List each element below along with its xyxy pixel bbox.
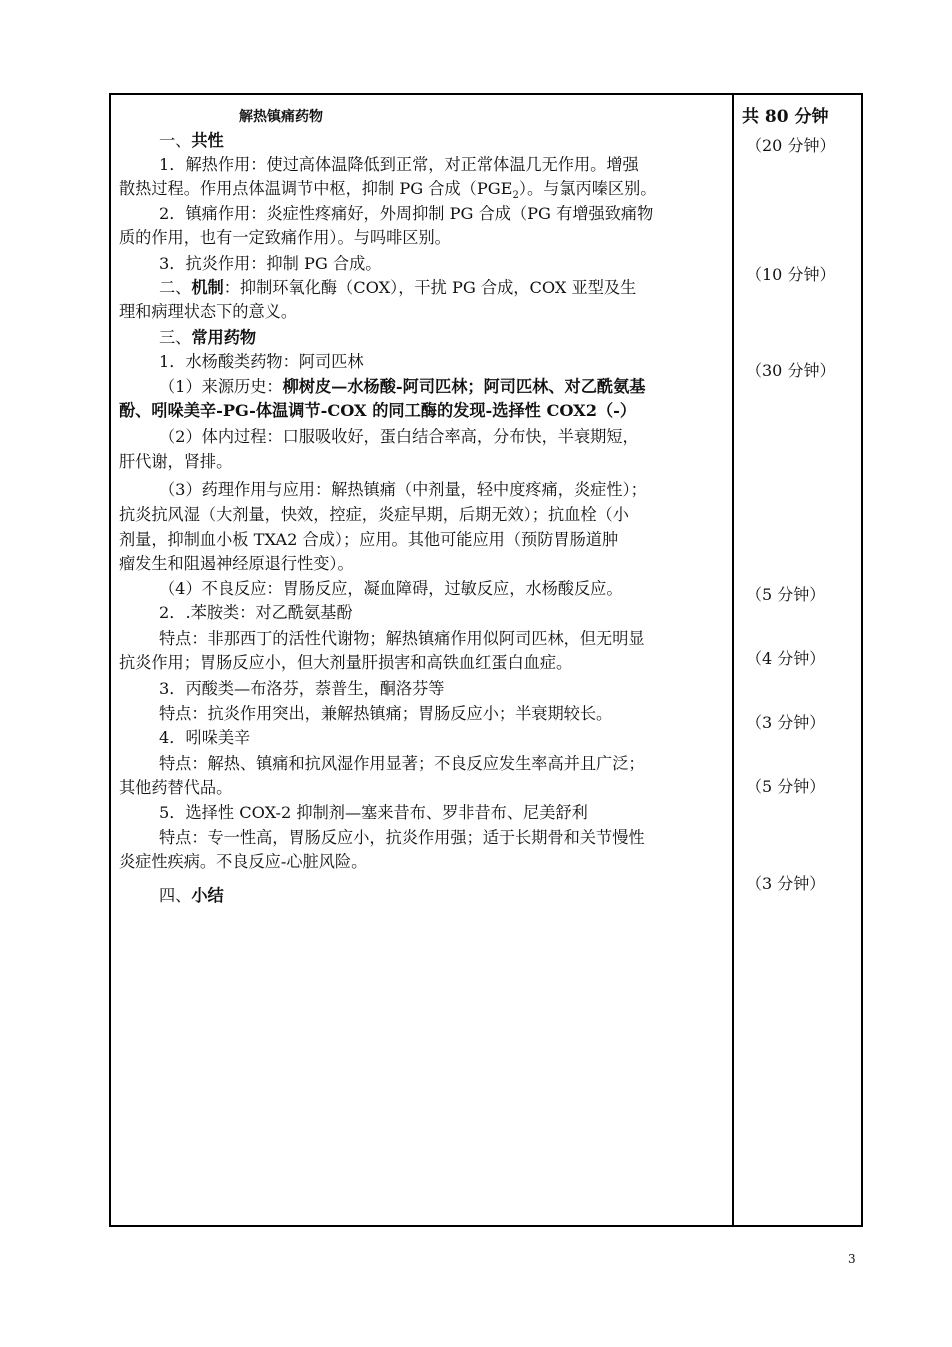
text-line: 特点：解热、镇痛和抗风湿作用显著；不良反应发生率高并且广泛；	[159, 754, 645, 773]
time-allocation: （10 分钟）	[746, 265, 836, 284]
content-cell	[111, 95, 732, 1225]
section-heading: 二、机制：抑制环氧化酶（COX），干扰 PG 合成，COX 亚型及生	[159, 278, 637, 297]
text-line: 其他药替代品。	[119, 778, 233, 797]
text-line: 2．镇痛作用：炎症性疼痛好，外周抑制 PG 合成（PG 有增强致痛物	[159, 204, 654, 223]
text-line: （3）药理作用与应用：解热镇痛（中剂量，轻中度疼痛，炎症性）；	[159, 480, 647, 499]
time-allocation: （3 分钟）	[746, 713, 826, 732]
text-line: （1）来源历史：柳树皮—水杨酸-阿司匹林；阿司匹林、对乙酰氨基	[159, 377, 646, 396]
section-heading: 一、共性	[159, 131, 224, 150]
section-heading: 三、常用药物	[159, 328, 257, 347]
text-line: 酚、吲哚美辛-PG-体温调节-COX 的同工酶的发现-选择性 COX2（-）	[119, 401, 637, 420]
text-line: 3．丙酸类—布洛芬，萘普生，酮洛芬等	[159, 679, 445, 698]
time-cell	[734, 95, 861, 1225]
text-line: 4．吲哚美辛	[159, 728, 251, 747]
text-line: 瘤发生和阻遏神经原退行性变）。	[119, 554, 354, 573]
text-line: 1．解热作用：使过高体温降低到正常，对正常体温几无作用。增强	[159, 155, 639, 174]
text-line: （2）体内过程：口服吸收好，蛋白结合率高，分布快，半衰期短，	[159, 427, 639, 446]
page-number: 3	[848, 1252, 856, 1266]
text-line: 5．选择性 COX-2 抑制剂—塞来昔布、罗非昔布、尼美舒利	[159, 803, 588, 822]
time-allocation: （5 分钟）	[746, 777, 826, 796]
text-line: 肝代谢，肾排。	[119, 452, 233, 471]
time-allocation: （30 分钟）	[746, 361, 836, 380]
text-line: （4）不良反应：胃肠反应，凝血障碍，过敏反应，水杨酸反应。	[159, 579, 623, 598]
text-line: 剂量，抑制血小板 TXA2 合成）；应用。其他可能应用（预防胃肠道肿	[119, 530, 619, 549]
text-line: 抗炎作用；胃肠反应小，但大剂量肝损害和高铁血红蛋白血症。	[119, 653, 573, 672]
time-allocation: （5 分钟）	[746, 585, 826, 604]
time-allocation: （20 分钟）	[746, 136, 836, 155]
section-heading: 四、小结	[159, 886, 224, 905]
page-title: 解热镇痛药物	[239, 109, 323, 125]
total-time: 共 80 分钟	[742, 107, 829, 127]
text-line: 1．水杨酸类药物：阿司匹林	[159, 352, 364, 371]
text-line: 散热过程。作用点体温调节中枢，抑制 PG 合成$(PGE_2)$。与氯丙嗪区别。	[119, 179, 657, 202]
text-line: 理和病理状态下的意义。	[119, 302, 298, 321]
text-line: 特点：非那西丁的活性代谢物；解热镇痛作用似阿司匹林，但无明显	[159, 629, 645, 648]
lesson-plan-table	[109, 93, 863, 1227]
time-allocation: （4 分钟）	[746, 649, 826, 668]
text-line: 特点：专一性高，胃肠反应小，抗炎作用强；适于长期骨和关节慢性	[159, 828, 645, 847]
time-allocation: （3 分钟）	[746, 874, 826, 893]
text-line: 2．.苯胺类：对乙酰氨基酚	[159, 603, 353, 622]
text-line: 3．抗炎作用：抑制 PG 合成。	[159, 254, 382, 273]
text-line: 炎症性疾病。不良反应-心脏风险。	[119, 852, 368, 871]
text-line: 抗炎抗风湿（大剂量，快效，控症，炎症早期，后期无效）；抗血栓（小	[119, 505, 629, 524]
text-line: 特点：抗炎作用突出，兼解热镇痛；胃肠反应小；半衰期较长。	[159, 704, 613, 723]
text-line: 质的作用，也有一定致痛作用）。与吗啡区别。	[119, 228, 451, 247]
